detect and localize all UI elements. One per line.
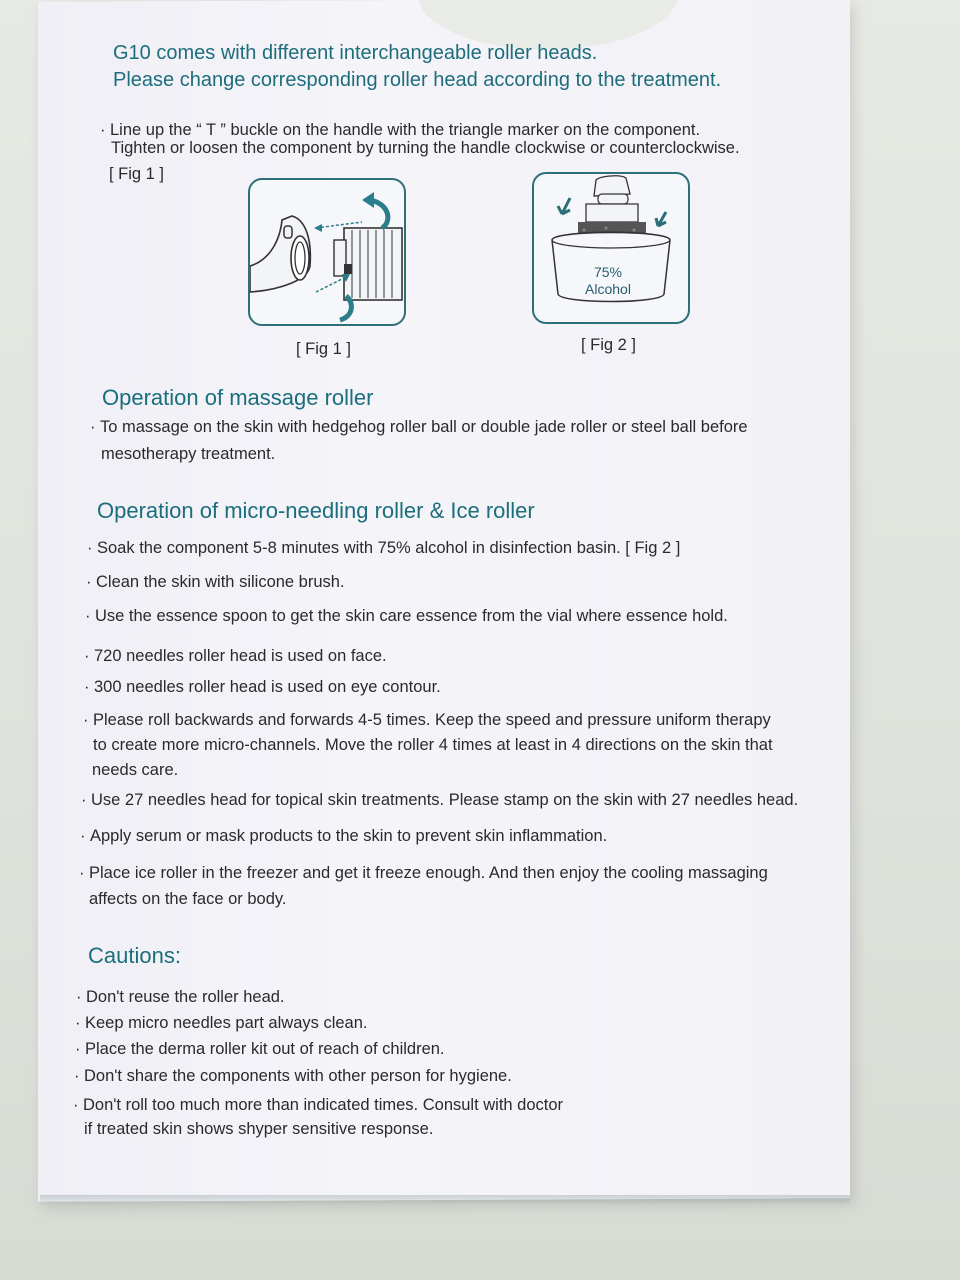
bullet: · [86,573,92,591]
micro-section-title: Operation of micro-needling roller & Ice roller [97,498,535,523]
micro-item-2-text: Clean the skin with silicone brush. [96,573,345,591]
micro-roll-line-2: to create more micro-channels. Move the roller 4 times at least in 4 directions on the skin that [93,736,773,754]
micro-item-2 [86,570,345,595]
micro-roll-line-3: needs care. [92,761,179,779]
bullet: · [85,607,91,625]
micro-item-27 [81,788,798,813]
caution-item-1-text: Don't reuse the roller head. [86,988,285,1006]
caution-item-1 [76,985,285,1010]
handle-connect-icon [250,180,404,324]
micro-item-4-text: 720 needles roller head is used on face. [94,647,387,665]
fig2-label-percent: 75% [593,264,623,280]
intro-line-3: [ Fig 1 ] [109,165,165,183]
micro-serum [80,824,607,849]
bullet: · [84,647,90,665]
header-line-2: Please change corresponding roller head according to the treatment. [113,69,722,91]
bullet: · [75,1040,81,1058]
micro-item-4 [84,644,387,669]
micro-item-5 [84,675,441,700]
alcohol-basin-icon [534,174,688,322]
bullet: · [87,539,93,557]
fig1-illustration [248,178,406,326]
micro-item-5-text: 300 needles roller head is used on eye contour. [94,678,441,696]
caution-item-4-text: Don't share the components with other person for hygiene. [84,1067,512,1085]
bullet: · [79,864,85,882]
sheet-edge-shadow [40,1195,850,1205]
micro-item-3-text: Use the essence spoon to get the skin care essence from the vial where essence hold. [95,607,728,625]
fig2-illustration [532,172,690,324]
caution-item-4 [74,1064,512,1089]
caution-item-5-line-2: if treated skin shows shyper sensitive response. [84,1120,434,1138]
fig1-caption: [ Fig 1 ] [296,340,352,358]
bullet: · [76,988,82,1006]
cautions-title: Cautions: [88,943,181,968]
caution-item-5 [73,1093,563,1118]
massage-bullet [90,415,748,440]
fig2-label-alcohol: Alcohol [585,281,631,297]
caution-item-5-line-1: Don't roll too much more than indicated times. Consult with doctor [83,1096,564,1114]
micro-item-27-text: Use 27 needles head for topical skin treatments. Please stamp on the skin with 27 needles head. [91,791,799,809]
micro-ice-bullet [79,861,768,886]
bullet: · [80,827,86,845]
micro-serum-text: Apply serum or mask products to the skin to prevent skin inflammation. [90,827,608,845]
micro-item-3 [85,604,728,629]
bullet: · [83,711,89,729]
micro-roll-line-1: Please roll backwards and forwards 4-5 times. Keep the speed and pressure uniform therapy [93,711,771,729]
micro-ice-line-2: affects on the face or body. [89,890,287,908]
bullet: · [81,791,87,809]
header [113,40,843,94]
massage-line-2: mesotherapy treatment. [101,445,276,463]
micro-roll-bullet [83,708,771,733]
micro-item-1 [87,536,680,561]
bullet: · [90,418,96,436]
micro-ice-line-1: Place ice roller in the freezer and get it freeze enough. And then enjoy the cooling massaging [89,864,768,882]
bullet: · [84,678,90,696]
massage-line-1: To massage on the skin with hedgehog roller ball or double jade roller or steel ball before [100,418,748,436]
intro-line-2: Tighten or loosen the component by turning the handle clockwise or counterclockwise. [111,139,740,157]
bullet: · [75,1014,81,1032]
intro-line-1: Line up the “ T ” buckle on the handle with the triangle marker on the component. [110,121,701,139]
bullet: · [74,1067,80,1085]
caution-item-3 [75,1037,445,1062]
micro-item-1-text: Soak the component 5-8 minutes with 75% alcohol in disinfection basin. [ Fig 2 ] [97,539,681,557]
caution-item-2-text: Keep micro needles part always clean. [85,1014,368,1032]
bullet: · [73,1096,79,1114]
caution-item-2 [75,1011,367,1036]
bullet: · [100,121,106,139]
header-line-1: G10 comes with different interchangeable roller heads. [113,42,598,64]
caution-item-3-text: Place the derma roller kit out of reach of children. [85,1040,445,1058]
fig2-caption: [ Fig 2 ] [581,336,637,354]
massage-section-title: Operation of massage roller [102,385,374,410]
